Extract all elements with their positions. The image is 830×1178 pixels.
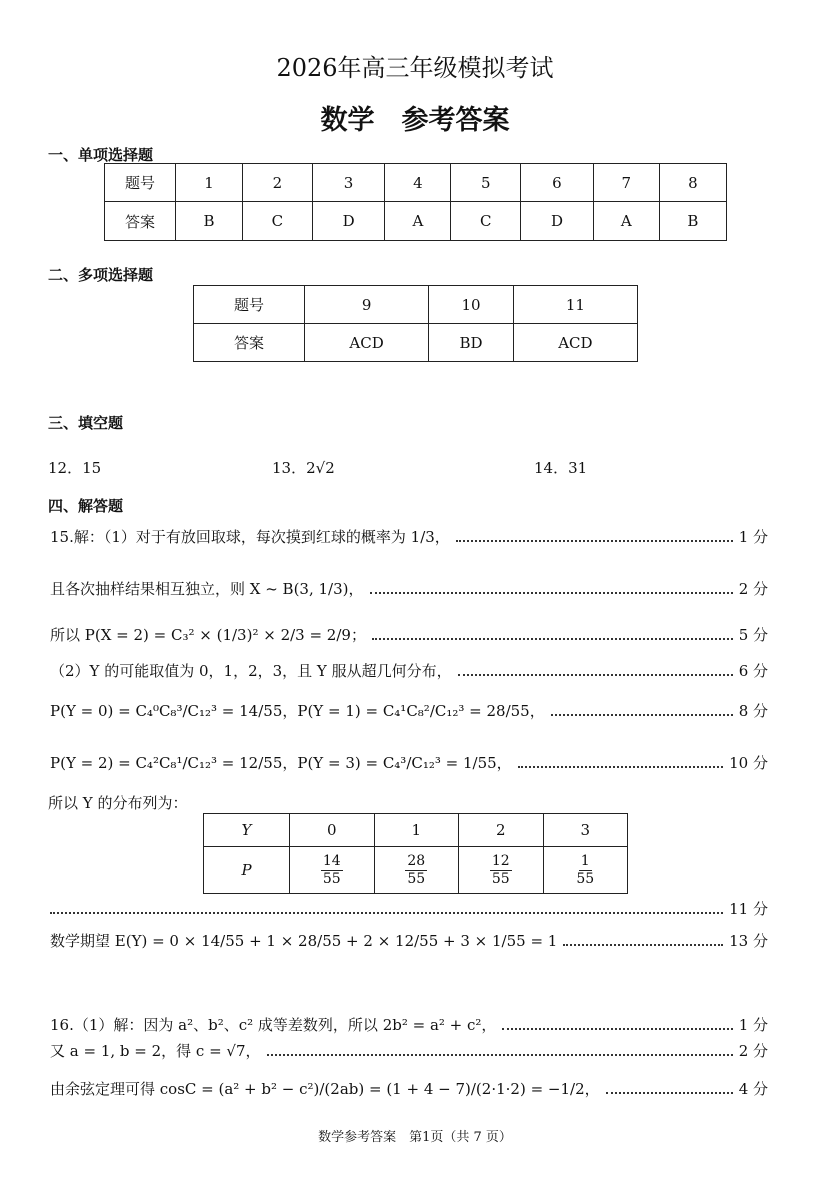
row-label-question: 题号 <box>194 286 305 324</box>
answer-cell: A <box>385 202 451 241</box>
probability-fraction: $\frac{14}{55}$ <box>322 853 341 887</box>
p15-line-9-text: 数学期望 E(Y) = 0 × 14/55 + 1 × 28/55 + 2 × 12/55 + 3 × 1/55 = 1 <box>50 932 558 950</box>
section-title-multiple-choice: 二、多项选择题 <box>48 266 154 284</box>
p15-line-9 <box>50 930 768 951</box>
section-title-solutions: 四、解答题 <box>48 497 124 515</box>
dot-leader <box>551 714 733 716</box>
answer-q13-label: 13． <box>272 459 307 477</box>
question-number-cell: 7 <box>593 164 659 202</box>
dist-value-cell: 2 <box>459 814 544 847</box>
probability-fraction: $\frac{28}{55}$ <box>407 853 426 887</box>
question-number-cell: 5 <box>451 164 521 202</box>
p15-line-5-text: P(Y = 0) = C₄⁰C₈³/C₁₂³ = 14/55，P(Y = 1) = C₄¹C₈²/C₁₂³ = 28/55， <box>50 702 545 720</box>
p15-line-1-points: 1 分 <box>738 528 768 546</box>
p16-line-1-text: 16.（1）解：因为 a²、b²、c² 成等差数列，所以 2b² = a² + c²， <box>50 1016 497 1034</box>
p16-line-1 <box>50 1014 768 1035</box>
question-number-cell: 8 <box>659 164 726 202</box>
question-number-cell: 11 <box>513 286 637 324</box>
p15-line-8 <box>50 898 768 919</box>
dot-leader <box>267 1054 733 1056</box>
answer-q13 <box>272 457 335 478</box>
single-choice-answer-table <box>104 163 727 241</box>
probability-fraction: $\frac{1}{55}$ <box>576 853 595 887</box>
p15-line-1-text: 15.解：（1）对于有放回取球，每次摸到红球的概率为 1/3， <box>50 528 450 546</box>
dot-leader <box>563 944 723 946</box>
row-label-answer: 答案 <box>194 324 305 362</box>
section-title-fill-in: 三、填空题 <box>48 414 124 432</box>
question-number-cell: 3 <box>312 164 385 202</box>
dist-prob-cell <box>374 847 459 894</box>
answer-q14: 14．31 <box>534 459 588 477</box>
row-label-answer: 答案 <box>105 202 176 241</box>
answer-q13-value: 2√2 <box>306 459 335 477</box>
p16-line-3 <box>50 1078 768 1099</box>
question-number-cell: 6 <box>521 164 594 202</box>
probability-fraction: $\frac{12}{55}$ <box>491 853 510 887</box>
dot-leader <box>502 1028 732 1030</box>
p15-line-5 <box>50 700 768 721</box>
multiple-choice-answer-table <box>193 285 638 362</box>
answer-cell: A <box>593 202 659 241</box>
dist-y-label: Y <box>204 814 290 847</box>
section-title-single-choice: 一、单项选择题 <box>48 146 154 164</box>
dot-leader <box>518 766 723 768</box>
p16-line-3-points: 4 分 <box>738 1080 768 1098</box>
answer-cell: B <box>659 202 726 241</box>
p16-line-2-points: 2 分 <box>738 1042 768 1060</box>
question-number-cell: 1 <box>176 164 243 202</box>
answer-cell: ACD <box>305 324 429 362</box>
p15-line-5-points: 8 分 <box>738 702 768 720</box>
answer-cell: ACD <box>513 324 637 362</box>
answer-cell: D <box>521 202 594 241</box>
p15-line-2 <box>50 578 768 599</box>
dot-leader <box>370 592 733 594</box>
p15-line-3-text: 所以 P(X = 2) = C₃² × (1/3)² × 2/3 = 2/9； <box>50 626 366 644</box>
p16-line-2-text: 又 a = 1, b = 2，得 c = √7， <box>50 1042 261 1060</box>
answer-cell: C <box>451 202 521 241</box>
p15-line-4 <box>50 660 768 681</box>
p16-line-1-points: 1 分 <box>738 1016 768 1034</box>
question-number-cell: 10 <box>429 286 514 324</box>
p15-line-8-points: 11 分 <box>729 900 768 918</box>
dot-leader <box>50 912 723 914</box>
dist-prob-cell <box>459 847 544 894</box>
answer-cell: B <box>176 202 243 241</box>
document-title: 数学 参考答案 <box>320 105 510 136</box>
exam-title: 2026年高三年级模拟考试 <box>276 54 554 82</box>
p16-line-2 <box>50 1040 768 1061</box>
p15-line-6 <box>50 752 768 773</box>
dot-leader <box>372 638 733 640</box>
p15-line-7: 所以 Y 的分布列为： <box>48 794 188 812</box>
p15-line-9-points: 13 分 <box>729 932 768 950</box>
p15-line-6-points: 10 分 <box>729 754 768 772</box>
page-footer: 数学参考答案 第1页（共 7 页） <box>318 1130 512 1145</box>
p15-line-4-text: （2）Y 的可能取值为 0，1，2，3，且 Y 服从超几何分布， <box>50 662 452 680</box>
dist-prob-cell <box>543 847 628 894</box>
dist-prob-cell <box>290 847 375 894</box>
question-number-cell: 2 <box>243 164 313 202</box>
p15-line-2-text: 且各次抽样结果相互独立，则 X ~ B(3, 1/3)， <box>50 580 364 598</box>
p15-line-6-text: P(Y = 2) = C₄²C₈¹/C₁₂³ = 12/55，P(Y = 3) = C₄³/C₁₂³ = 1/55， <box>50 754 512 772</box>
answer-cell: BD <box>429 324 514 362</box>
p15-line-1 <box>50 526 768 547</box>
p15-line-2-points: 2 分 <box>738 580 768 598</box>
p15-line-3 <box>50 624 768 645</box>
dot-leader <box>606 1092 733 1094</box>
dist-value-cell: 1 <box>374 814 459 847</box>
p15-line-4-points: 6 分 <box>738 662 768 680</box>
distribution-table <box>203 813 628 894</box>
question-number-cell: 9 <box>305 286 429 324</box>
question-number-cell: 4 <box>385 164 451 202</box>
dist-value-cell: 3 <box>543 814 628 847</box>
answer-q12: 12．15 <box>48 459 102 477</box>
row-label-question: 题号 <box>105 164 176 202</box>
dot-leader <box>456 540 733 542</box>
dist-value-cell: 0 <box>290 814 375 847</box>
answer-cell: C <box>243 202 313 241</box>
p16-line-3-text: 由余弦定理可得 cosC = (a² + b² − c²)/(2ab) = (1 + 4 − 7)/(2·1·2) = −1/2， <box>50 1080 600 1098</box>
dot-leader <box>458 674 733 676</box>
answer-cell: D <box>312 202 385 241</box>
dist-p-label: P <box>204 847 290 894</box>
p15-line-3-points: 5 分 <box>738 626 768 644</box>
